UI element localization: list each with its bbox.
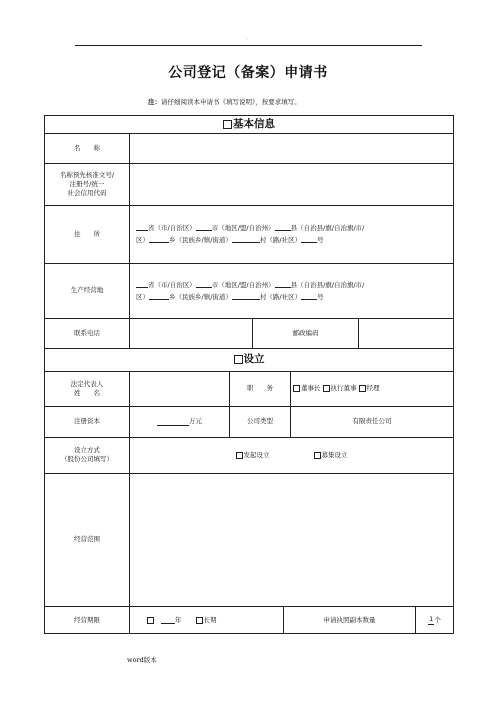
field-postal-code[interactable] [359, 318, 453, 348]
checkbox-chairman[interactable] [293, 385, 300, 392]
label-preapproval: 名称预先核准文号/ 注册号/统一 社会信用代码 [59, 170, 115, 197]
checkbox-term-years[interactable] [147, 617, 154, 624]
field-business-address[interactable]: 省（市/自治区） 市（地区/盟/自治州） 县（自治县/旗/自治旗/市/ 区） 乡（民族乡/镇/街道） 村（路/社区） 号 [136, 281, 365, 301]
field-license-copies[interactable]: 1 个 [429, 615, 441, 624]
label-legal-representative: 法定代表人 姓 名 [70, 379, 104, 397]
header-dot: . [247, 36, 249, 42]
document-title: 公司登记（备案）申请书 [168, 65, 328, 81]
field-phone[interactable] [130, 318, 252, 348]
label-residence: 住 所 [74, 229, 100, 238]
operating-term-options: 年 长期 [130, 606, 283, 634]
label-name: 名 称 [74, 143, 100, 152]
field-legal-representative[interactable] [130, 371, 229, 406]
field-registered-capital[interactable]: 万元 [130, 406, 229, 437]
position-options: 董事长 执行董事 经理 [291, 371, 453, 406]
label-position: 职 务 [247, 384, 273, 392]
note-text: 请仔细阅读本申请书《填写说明》，按要求填写。 [161, 98, 301, 106]
label-postal-code: 邮政编码 [292, 328, 319, 337]
footer-text: word版本 [127, 656, 157, 664]
section-establish: 设立 [45, 348, 453, 371]
label-license-copies: 申请执照副本数量 [323, 615, 376, 624]
section-basic-info: 基本信息 [45, 116, 453, 133]
field-business-scope[interactable] [130, 473, 453, 606]
establish-method-options: 发起设立 募集设立 [130, 437, 453, 473]
field-preapproval[interactable] [130, 163, 453, 205]
label-registered-capital: 注册资本 [74, 417, 100, 425]
label-business-address: 生产经营地 [70, 286, 104, 294]
value-company-type: 有限责任公司 [352, 417, 392, 425]
instruction-note [148, 97, 301, 106]
label-phone: 联系电话 [74, 328, 100, 337]
checkbox-basic-info[interactable] [223, 120, 232, 129]
label-business-scope: 经营范围 [74, 535, 100, 543]
application-form-table [44, 115, 454, 634]
note-prefix: 注： [148, 98, 161, 106]
checkbox-exec-director[interactable] [323, 385, 330, 392]
header-rule [75, 45, 422, 46]
label-operating-term: 经营期限 [74, 615, 100, 624]
label-establish-method: 设立方式 （股份公司填写） [61, 446, 113, 463]
checkbox-initiation[interactable] [236, 452, 243, 459]
checkbox-establish[interactable] [234, 355, 243, 364]
checkbox-subscription[interactable] [314, 452, 321, 459]
checkbox-manager[interactable] [359, 385, 366, 392]
label-company-type: 公司类型 [247, 417, 273, 425]
field-residence[interactable]: 省（市/自治区） 市（地区/盟/自治州） 县（自治县/旗/自治旗/市/ 区） 乡（民族乡/镇/街道） 村（路/社区） 号 [136, 224, 365, 244]
field-name[interactable] [130, 133, 453, 163]
checkbox-long-term[interactable] [196, 617, 203, 624]
